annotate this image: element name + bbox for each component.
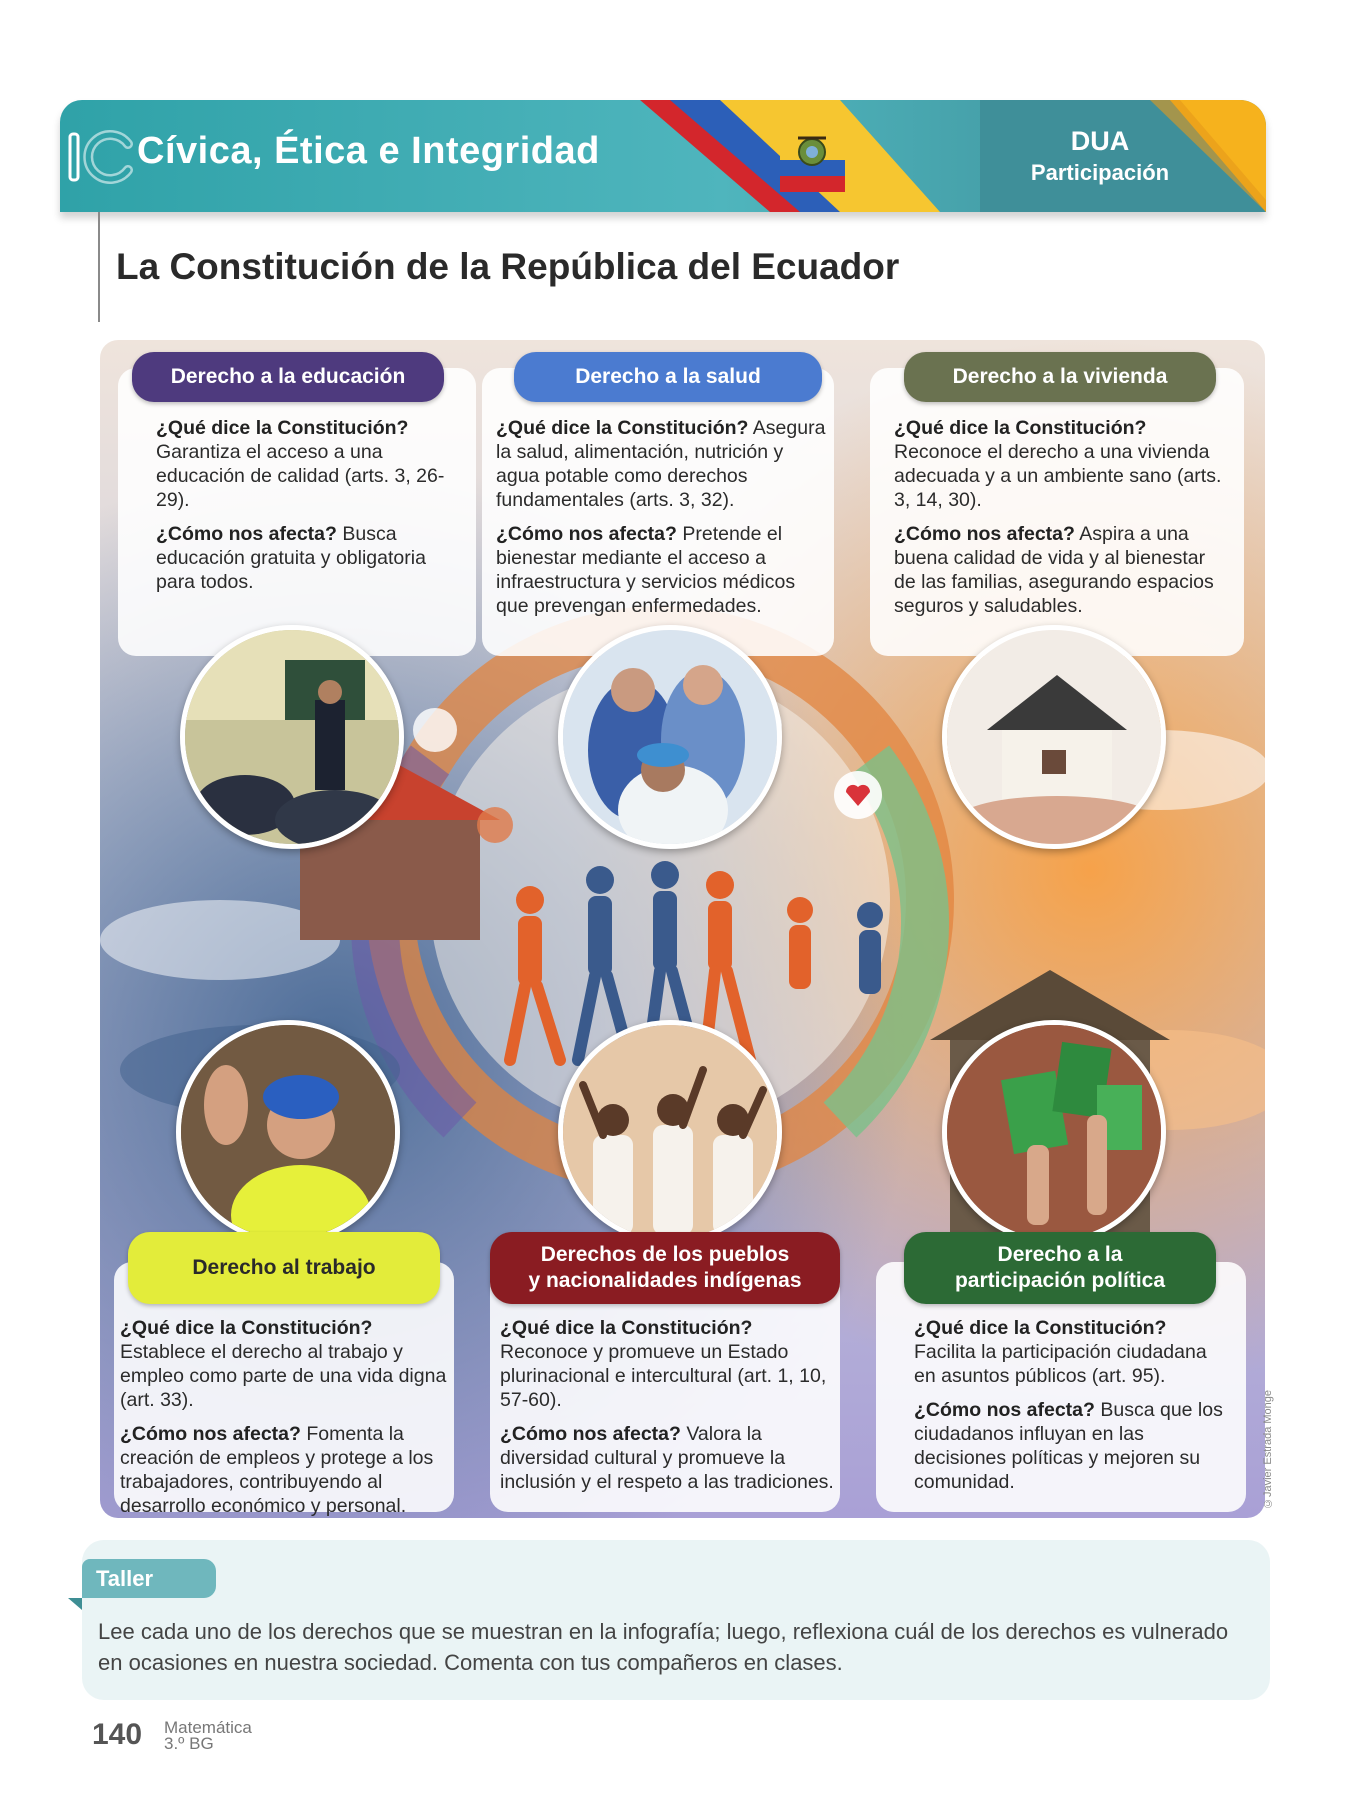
question-how: ¿Cómo nos afecta? [496,523,677,545]
photo-house-model [942,625,1166,849]
photo-worker [176,1020,400,1244]
text-derecho-educacion [156,416,456,604]
text-derecho-salud [496,416,826,628]
taller-label: Taller [82,1559,216,1598]
question-how: ¿Cómo nos afecta? [120,1423,301,1445]
text-derecho-indigenas [500,1316,840,1504]
text-derecho-politica [914,1316,1224,1504]
title-derecho-educacion: Derecho a la educación [132,352,444,402]
footer-subject [164,1720,252,1752]
photo-indigenous-dance [558,1020,782,1244]
title-derecho-salud: Derecho a la salud [514,352,822,402]
text-derecho-trabajo [120,1316,456,1518]
photo-classroom [180,625,404,849]
question-what: ¿Qué dice la Constitución? [496,417,749,439]
question-how: ¿Cómo nos afecta? [156,523,337,545]
question-what: ¿Qué dice la Constitución? [120,1317,373,1339]
page-title: La Constitución de la República del Ecuador [116,246,900,287]
title-derecho-vivienda: Derecho a la vivienda [904,352,1216,402]
title-line-1: Derechos de los pueblos [540,1243,790,1266]
title-line-1: Derecho a la [997,1243,1123,1266]
text-derecho-vivienda [894,416,1224,628]
answer-how: Busca que los ciudadanos influyan en las decisiones políticas y mejoren su comunidad. [914,1399,1223,1493]
section-header [60,100,1266,212]
answer-what: Reconoce y promueve un Estado plurinacional e intercultural (art. 1, 10, 57-60). [500,1341,827,1411]
question-how: ¿Cómo nos afecta? [914,1399,1095,1421]
question-what: ¿Qué dice la Constitución? [500,1317,753,1339]
answer-how: Pretende el bienestar mediante el acceso a infraestructura y servicios médicos que prevengan enfermedades. [496,523,796,617]
infographic [100,340,1265,1518]
taller-tab-fold [68,1598,82,1610]
subject-name: Matemática [164,1718,252,1737]
ic-logo-icon [66,128,136,186]
title-derecho-indigenas [490,1232,840,1304]
answer-what: Establece el derecho al trabajo y empleo como parte de una vida digna (art. 33). [120,1341,447,1411]
title-line-2: y nacionalidades indígenas [528,1269,802,1292]
photo-health-workers [558,625,782,849]
question-how: ¿Cómo nos afecta? [500,1423,681,1445]
answer-what: Garantiza el acceso a una educación de calidad (arts. 3, 26-29). [156,441,445,511]
title-rule [98,212,100,322]
dua-badge [980,100,1266,212]
answer-how: Busca educación gratuita y obligatoria para todos. [156,523,426,593]
title-line-2: participación política [954,1269,1166,1292]
section-title: Cívica, Ética e Integridad [137,130,600,172]
taller-instructions: Lee cada uno de los derechos que se muestran en la infografía; luego, reflexiona cuál de los derechos es vulnerado en ocasiones en nuestra sociedad. Comenta con tus compañeros en clases. [98,1619,1229,1675]
question-what: ¿Qué dice la Constitución? [894,417,1147,439]
question-what: ¿Qué dice la Constitución? [156,417,409,439]
answer-how: Valora la diversidad cultural y promueve la inclusión y el respeto a las tradiciones. [500,1423,834,1493]
answer-how: Fomenta la creación de empleos y protege a los trabajadores, contribuyendo al desarrollo económico y personal. [120,1423,434,1517]
image-credit: ©Javier Estrada Monge [1262,1390,1274,1509]
page-number: 140 [92,1718,143,1751]
grade-level: 3.º BG [164,1734,214,1753]
photo-voting-cards [942,1020,1166,1244]
question-what: ¿Qué dice la Constitución? [914,1317,1167,1339]
answer-what: Reconoce el derecho a una vivienda adecuada y a un ambiente sano (arts. 3, 14, 30). [894,441,1222,511]
answer-what: Asegura la salud, alimentación, nutrición y agua potable como derechos fundamentales (arts. 3, 32). [496,417,826,511]
title-derecho-trabajo: Derecho al trabajo [128,1232,440,1304]
dua-subtitle: Participación [1030,160,1170,185]
answer-how: Aspira a una buena calidad de vida y al bienestar de las familias, asegurando espacios seguros y saludables. [894,523,1214,617]
question-how: ¿Cómo nos afecta? [894,523,1075,545]
title-derecho-politica [904,1232,1216,1304]
answer-what: Facilita la participación ciudadana en asuntos públicos (art. 95). [914,1341,1207,1387]
dua-title: DUA [1070,126,1130,156]
